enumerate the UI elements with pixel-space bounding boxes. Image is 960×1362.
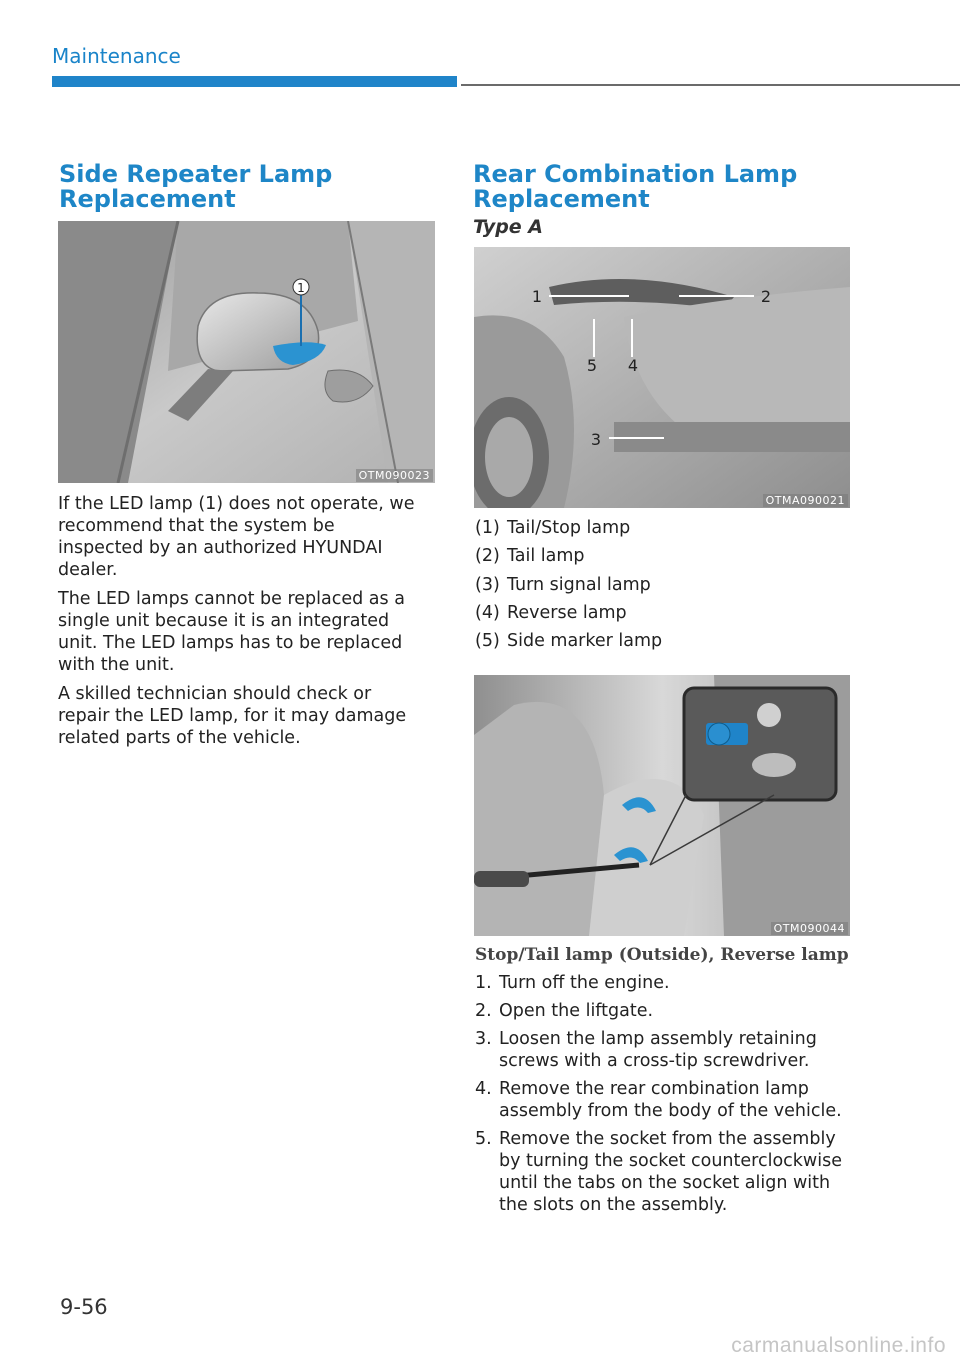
part-item: [475, 575, 662, 603]
step-text: Remove the socket from the assembly by turning the socket counterclockwise until the tabs on the socket align with the slots on the assembly.: [499, 1129, 842, 1215]
led-not-operate-para: If the LED lamp (1) does not operate, we recommend that the system be inspected by an authorized HYUNDAI dealer.: [58, 494, 415, 580]
part-label: Turn signal lamp: [507, 574, 651, 595]
part-label: Tail/Stop lamp: [507, 518, 631, 538]
callout-2: 2: [760, 287, 772, 306]
watermark[interactable]: carmanualsonline.info: [731, 1334, 946, 1357]
led-integrated-para: The LED lamps cannot be replaced as a single unit because it is an integrated unit. The LED lamps has to be replaced with the unit.: [58, 589, 405, 675]
rear-lamp-figure: [474, 247, 850, 508]
callout-3: 3: [590, 430, 602, 449]
callout-1: 1: [531, 287, 543, 306]
mirror-callout: 1: [297, 281, 305, 295]
step-item: [475, 1128, 845, 1216]
part-label: Reverse lamp: [507, 602, 627, 623]
side-mirror-illustration: [58, 221, 435, 483]
side-repeater-title-line2: Replacement: [59, 185, 236, 213]
step-number: 1.: [475, 973, 492, 993]
side-mirror-figure: [58, 221, 435, 483]
type-a-subtitle: Type A: [473, 216, 544, 238]
part-label: Tail lamp: [507, 546, 585, 567]
procedure-title: Stop/Tail lamp (Outside), Reverse lamp: [475, 945, 849, 965]
step-text: Open the liftgate.: [499, 1001, 654, 1021]
screwdriver-illustration: [474, 675, 850, 936]
lamp-parts-list: [475, 518, 662, 659]
part-number: (4): [475, 602, 500, 623]
rear-combination-title-line2: Replacement: [473, 185, 650, 213]
screwdriver-figure: [474, 675, 850, 936]
side-repeater-title: [59, 162, 439, 212]
step-item: [475, 972, 845, 994]
callout-5: 5: [586, 356, 598, 375]
step-number: 2.: [475, 1001, 492, 1021]
figure-code: OTM090044: [771, 922, 848, 935]
section-label: Maintenance: [52, 44, 181, 68]
part-number: (2): [475, 546, 500, 567]
header-rule-blue: [52, 76, 457, 87]
step-item: [475, 1078, 845, 1122]
figure-code: OTM090023: [356, 469, 433, 482]
part-number: (5): [475, 631, 500, 652]
part-item: [475, 518, 662, 546]
rear-combination-title-line1: Rear Combination Lamp: [473, 160, 798, 188]
step-item: [475, 1000, 845, 1022]
part-item: [475, 546, 662, 574]
rear-combination-title: [473, 162, 873, 212]
part-number: (1): [475, 518, 500, 538]
part-label: Side marker lamp: [507, 631, 663, 652]
page-number: 9-56: [60, 1295, 108, 1319]
step-text: Turn off the engine.: [499, 973, 670, 993]
header-rule-gray: [461, 84, 960, 86]
step-number: 3.: [475, 1029, 492, 1049]
procedure-steps: [475, 972, 845, 1222]
part-item: [475, 631, 662, 659]
step-text: Loosen the lamp assembly retaining screws with a cross-tip screwdriver.: [499, 1029, 817, 1071]
part-number: (3): [475, 574, 500, 595]
step-text: Remove the rear combination lamp assembly from the body of the vehicle.: [499, 1079, 842, 1121]
step-number: 4.: [475, 1079, 492, 1099]
step-item: [475, 1028, 845, 1072]
step-number: 5.: [475, 1129, 492, 1149]
side-repeater-title-line1: Side Repeater Lamp: [59, 160, 333, 188]
rear-lamp-illustration: [474, 247, 850, 508]
figure-code: OTMA090021: [763, 494, 848, 507]
callout-4: 4: [627, 356, 639, 375]
skilled-tech-para: A skilled technician should check or repair the LED lamp, for it may damage related parts of the vehicle.: [58, 684, 407, 748]
part-item: [475, 603, 662, 631]
